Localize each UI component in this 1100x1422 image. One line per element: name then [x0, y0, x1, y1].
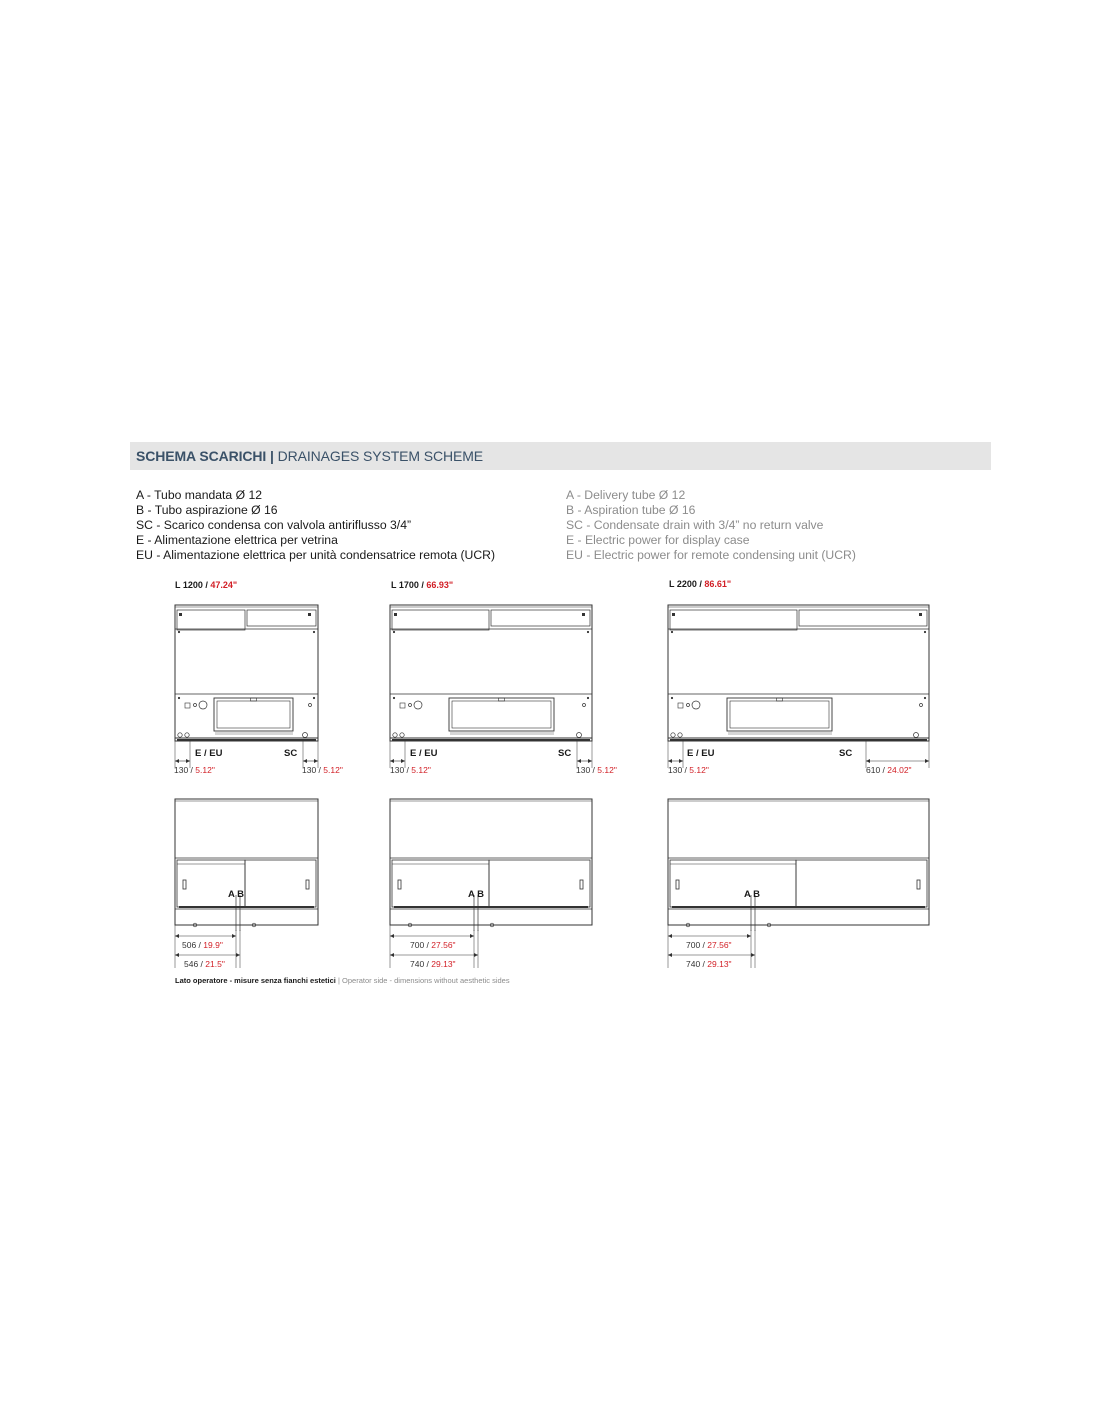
model-length-mm: L 1200 /	[175, 580, 211, 590]
dim-mm: 130 /	[302, 765, 324, 775]
dim-arrow-right-arrowhead	[577, 759, 581, 763]
dim-arrow-a-arrowhead	[668, 934, 672, 938]
sliding-door-right	[796, 860, 927, 907]
tag-ab: A B	[744, 889, 761, 900]
dim-mm: 130 /	[576, 765, 598, 775]
screw-dot	[671, 631, 673, 633]
plinth-strip	[179, 906, 314, 908]
dim-mm: 610 /	[866, 765, 888, 775]
fitting-left	[671, 733, 675, 737]
base-strip	[392, 739, 590, 741]
fitting-left	[678, 733, 682, 737]
panel-screw	[919, 613, 922, 616]
control-box	[449, 698, 554, 731]
dim-mm: 740 /	[410, 959, 432, 969]
info-icon	[414, 701, 422, 709]
fitting-left	[178, 733, 182, 737]
legend-item: SC - Condensate drain with 3/4” no return valve	[566, 518, 824, 532]
screw-dot	[178, 697, 180, 699]
dim-inch: 21.5"	[205, 959, 225, 969]
switch-icon	[194, 704, 197, 707]
dim-arrow-left-arrowhead	[679, 759, 683, 763]
dim-inch: 29.13"	[431, 959, 456, 969]
legend-item: B - Aspiration tube Ø 16	[566, 503, 696, 517]
dim-inch: 5.12"	[323, 765, 343, 775]
fitting-drain	[914, 733, 919, 738]
model-title	[175, 580, 237, 590]
plinth-strip	[394, 906, 588, 908]
dim-arrow-a-arrowhead	[232, 934, 236, 938]
switch-icon	[409, 704, 412, 707]
door-handle	[580, 880, 583, 889]
control-box-clip	[777, 698, 783, 701]
plug-icon	[185, 703, 190, 708]
base-strip	[670, 739, 927, 741]
door-handle	[676, 880, 679, 889]
title-english: DRAINAGES SYSTEM SCHEME	[277, 448, 484, 464]
dim-inch: 27.56"	[707, 940, 732, 950]
dim-mm: 506 /	[182, 940, 204, 950]
dim-mm: 700 /	[410, 940, 432, 950]
tag-ab: A B	[468, 889, 485, 900]
control-box-clip	[499, 698, 505, 701]
upper-panel-right	[491, 610, 590, 626]
dim-arrow-a-arrowhead	[175, 934, 179, 938]
door-handle	[306, 880, 309, 889]
model-title	[669, 579, 731, 589]
legend-item: E - Electric power for display case	[566, 533, 750, 547]
screw-dot	[178, 631, 180, 633]
screw-dot	[587, 631, 589, 633]
upper-panel-left	[670, 610, 797, 630]
dim-arrow-right-arrowhead	[866, 759, 870, 763]
upper-panel-right	[247, 610, 316, 626]
dim-inch: 24.02"	[887, 765, 912, 775]
dim-inch: 5.12"	[411, 765, 431, 775]
dim-left	[174, 765, 215, 775]
dim-arrow-left-arrowhead	[668, 759, 672, 763]
dim-inch: 19.9"	[203, 940, 223, 950]
model-length-inch: 66.93"	[426, 580, 454, 590]
dim-inch: 5.12"	[195, 765, 215, 775]
panel-screw	[308, 613, 311, 616]
plinth-strip	[672, 906, 925, 908]
fitting-drain	[577, 733, 582, 738]
dim-arrow-b-arrowhead	[751, 953, 755, 957]
tag-e-eu: E / EU	[410, 748, 438, 759]
info-icon	[692, 701, 700, 709]
dim-arrow-right-arrowhead	[925, 759, 929, 763]
dim-arrow-right-arrowhead	[588, 759, 592, 763]
dim-a	[686, 940, 732, 950]
plug-icon	[400, 703, 405, 708]
dim-mm: 546 /	[184, 959, 206, 969]
plug-icon	[678, 703, 683, 708]
dim-left	[390, 765, 431, 775]
dim-arrow-a-arrowhead	[470, 934, 474, 938]
model-title	[391, 580, 453, 590]
tag-e-eu: E / EU	[195, 748, 223, 759]
panel-screw	[582, 613, 585, 616]
screw-dot	[587, 697, 589, 699]
control-box-clip	[251, 698, 257, 701]
tag-sc: SC	[558, 748, 572, 759]
screw-dot	[924, 697, 926, 699]
dim-mm: 700 /	[686, 940, 708, 950]
title-separator: |	[266, 448, 278, 464]
cabinet-top-view	[175, 605, 318, 741]
footnote-separator: |	[335, 976, 343, 985]
legend-item: SC - Scarico condensa con valvola antiriflusso 3/4”	[136, 518, 412, 532]
screw-dot	[393, 631, 395, 633]
dim-left	[668, 765, 709, 775]
dim-b	[184, 959, 225, 969]
legend-item: E - Alimentazione elettrica per vetrina	[136, 533, 338, 547]
switch-icon	[687, 704, 690, 707]
legend-item: A - Delivery tube Ø 12	[566, 488, 686, 502]
dim-arrow-a-arrowhead	[747, 934, 751, 938]
dim-arrow-left-arrowhead	[390, 759, 394, 763]
tag-sc: SC	[839, 748, 853, 759]
sliding-door-right	[489, 860, 590, 907]
tag-e-eu: E / EU	[687, 748, 715, 759]
door-handle	[917, 880, 920, 889]
footnote-english: Operator side - dimensions without aesthetic sides	[342, 976, 510, 985]
model-length-inch: 47.24"	[210, 580, 238, 590]
control-box-inner	[452, 701, 551, 728]
base-strip	[177, 739, 316, 741]
marker-dot	[583, 704, 586, 707]
marker-dot	[309, 704, 312, 707]
control-box-inner	[730, 701, 829, 728]
dim-arrow-b-arrowhead	[668, 953, 672, 957]
dim-arrow-b-arrowhead	[236, 953, 240, 957]
dim-mm: 130 /	[174, 765, 196, 775]
dim-inch: 5.12"	[597, 765, 617, 775]
fitting-drain	[303, 733, 308, 738]
dim-arrow-left-arrowhead	[401, 759, 405, 763]
dim-arrow-b-arrowhead	[390, 953, 394, 957]
screw-dot	[924, 631, 926, 633]
upper-panel-left	[392, 610, 489, 630]
screw-dot	[671, 697, 673, 699]
dim-arrow-b-arrowhead	[175, 953, 179, 957]
marker-dot	[920, 704, 923, 707]
dim-arrow-b-arrowhead	[474, 953, 478, 957]
dim-inch: 5.12"	[689, 765, 709, 775]
dim-mm: 130 /	[390, 765, 412, 775]
sliding-door-left	[670, 860, 796, 907]
dim-a	[410, 940, 456, 950]
dim-b	[686, 959, 732, 969]
dim-b	[410, 959, 456, 969]
fitting-left	[185, 733, 189, 737]
dim-arrow-right-arrowhead	[314, 759, 318, 763]
door-handle	[183, 880, 186, 889]
legend-item: B - Tubo aspirazione Ø 16	[136, 503, 278, 517]
control-box-inner	[217, 701, 290, 728]
upper-panel-right	[799, 610, 927, 626]
fitting-left	[400, 733, 404, 737]
footnote	[175, 976, 510, 985]
panel-screw	[672, 613, 675, 616]
control-box	[727, 698, 832, 731]
dim-arrow-a-arrowhead	[390, 934, 394, 938]
dim-mm: 740 /	[686, 959, 708, 969]
legend-item: A - Tubo mandata Ø 12	[136, 488, 263, 502]
title-italian: SCHEMA SCARICHI	[136, 448, 267, 464]
dim-arrow-right-arrowhead	[303, 759, 307, 763]
panel-screw	[179, 613, 182, 616]
upper-panel-left	[177, 610, 245, 630]
screw-dot	[313, 631, 315, 633]
dim-a	[182, 940, 223, 950]
door-handle	[398, 880, 401, 889]
cabinet-top-view	[668, 605, 929, 741]
fitting-left	[393, 733, 397, 737]
model-length-mm: L 2200 /	[669, 579, 705, 589]
model-length-mm: L 1700 /	[391, 580, 427, 590]
dim-right	[576, 765, 617, 775]
tag-sc: SC	[284, 748, 298, 759]
control-box	[214, 698, 293, 731]
panel-screw	[394, 613, 397, 616]
legend-item: EU - Alimentazione elettrica per unità condensatrice remota (UCR)	[136, 548, 496, 562]
dim-right	[302, 765, 343, 775]
info-icon	[199, 701, 207, 709]
dim-mm: 130 /	[668, 765, 690, 775]
dim-arrow-left-arrowhead	[175, 759, 179, 763]
tag-ab: A B	[228, 889, 245, 900]
sliding-door-right	[245, 860, 316, 907]
model-length-inch: 86.61"	[704, 579, 732, 589]
dim-inch: 29.13"	[707, 959, 732, 969]
screw-dot	[393, 697, 395, 699]
legend-item: EU - Electric power for remote condensing unit (UCR)	[566, 548, 856, 562]
footnote-italian: Lato operatore - misure senza fianchi estetici	[175, 976, 336, 985]
dim-inch: 27.56"	[431, 940, 456, 950]
dim-arrow-left-arrowhead	[186, 759, 190, 763]
dim-right	[866, 765, 912, 775]
screw-dot	[313, 697, 315, 699]
